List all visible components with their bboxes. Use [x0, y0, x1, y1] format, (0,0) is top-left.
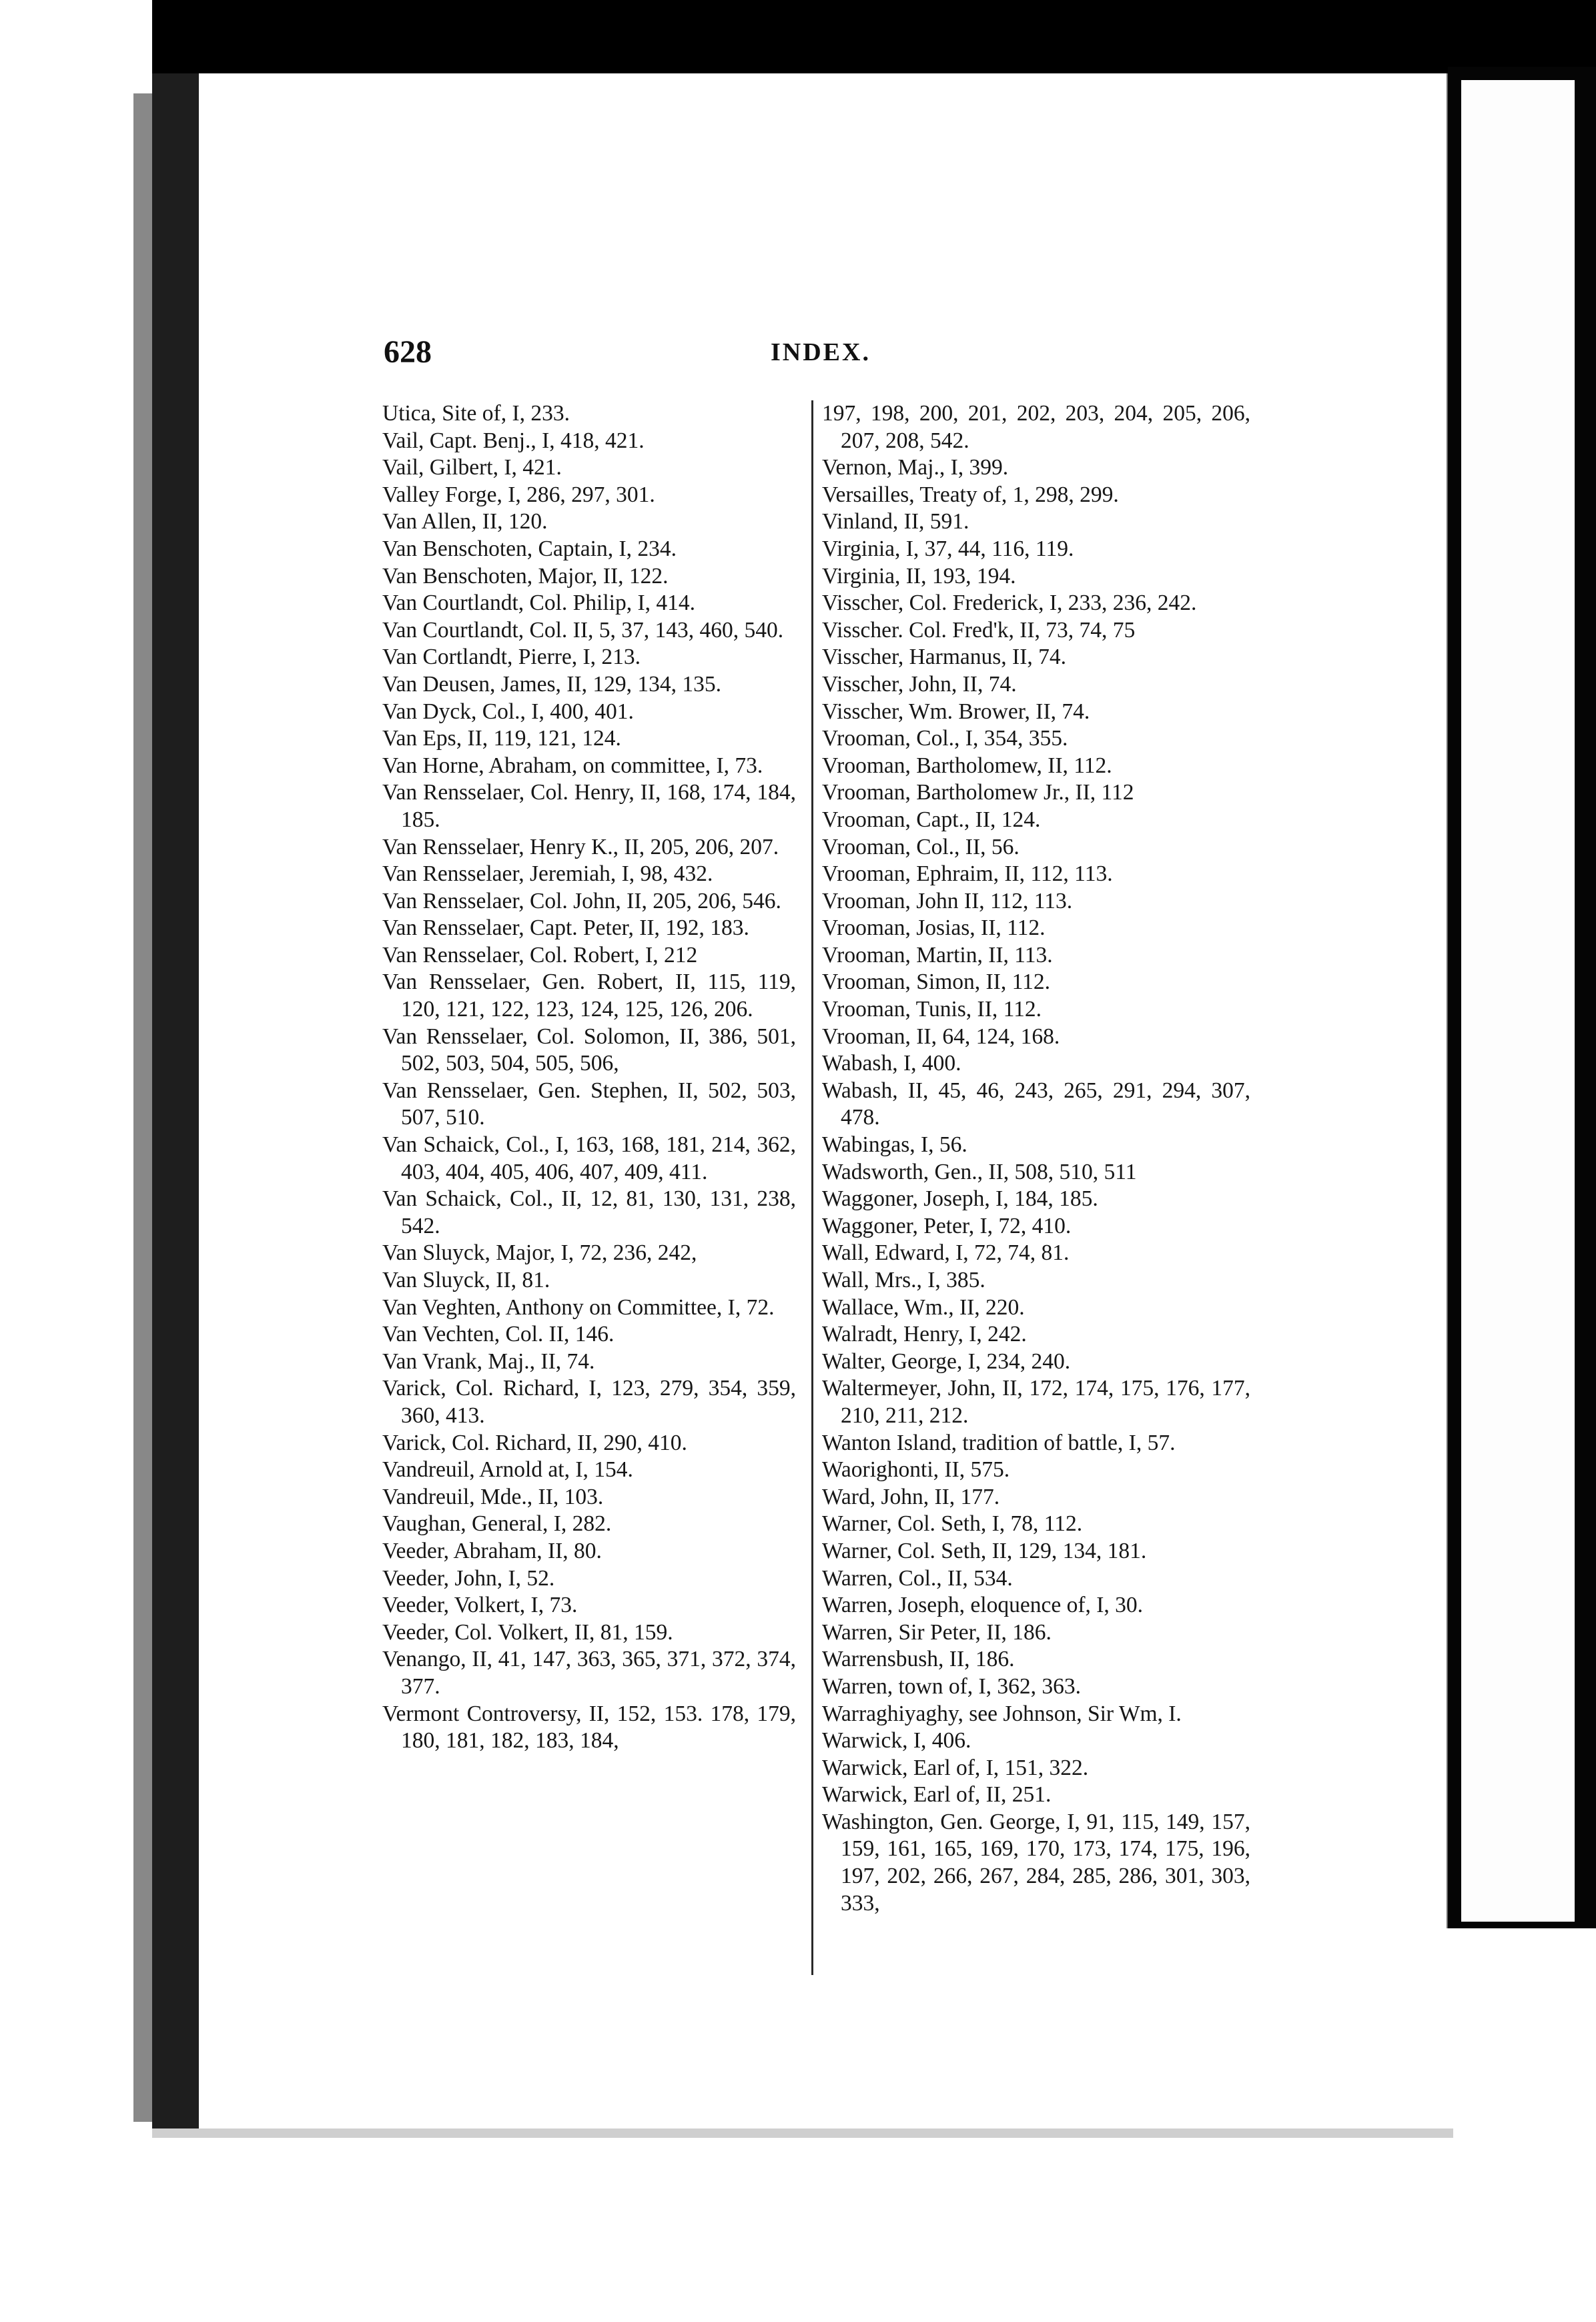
index-entry: Virginia, II, 193, 194.: [822, 563, 1016, 589]
facing-page-edge: [1461, 80, 1575, 1922]
index-entry: Van Rensselaer, Col. John, II, 205, 206, 546.: [382, 888, 781, 913]
index-entry: Van Rensselaer, Henry K., II, 205, 206, 207.: [382, 834, 779, 859]
index-entry: Vrooman, Martin, II, 113.: [822, 942, 1053, 967]
index-entry: Van Courtlandt, Col. Philip, I, 414.: [382, 591, 695, 616]
index-entry: Warren, Col., II, 534.: [822, 1565, 1013, 1591]
index-entry: Vrooman, Col., I, 354, 355.: [822, 726, 1068, 751]
index-entry: Warrensbush, II, 186.: [822, 1647, 1015, 1672]
index-entry: Visscher, Col. Frederick, I, 233, 236, 242.: [822, 591, 1197, 616]
index-entry: Van Deusen, James, II, 129, 134, 135.: [382, 671, 721, 697]
index-entry: Warren, Sir Peter, II, 186.: [822, 1619, 1052, 1645]
index-entry: Van Rensselaer, Gen. Stephen, II, 502, 503, 507, 510.: [382, 1078, 796, 1130]
index-entry: Van Benschoten, Captain, I, 234.: [382, 536, 677, 561]
index-entry: Walradt, Henry, I, 242.: [822, 1322, 1027, 1347]
index-entry: Van Cortlandt, Pierre, I, 213.: [382, 645, 641, 670]
scan-margin-left: [0, 0, 152, 2322]
index-entry: Van Horne, Abraham, on committee, I, 73.: [382, 753, 763, 778]
index-entry: Vinland, II, 591.: [822, 509, 969, 534]
index-entry: Vrooman, Capt., II, 124.: [822, 807, 1041, 832]
index-entry: Washington, Gen. George, I, 91, 115, 149, 157, 159, 161, 165, 169, 170, 173, 174, 175, 196, 197, 202, 266, 267, 284, 285, 286, 301, 303, 333,: [822, 1809, 1250, 1916]
index-entry: Wabingas, I, 56.: [822, 1132, 967, 1158]
index-entry: Van Rensselaer, Gen. Robert, II, 115, 119, 120, 121, 122, 123, 124, 125, 126, 206.: [382, 970, 796, 1022]
index-entry: Warner, Col. Seth, II, 129, 134, 181.: [822, 1538, 1147, 1563]
index-entry: Varick, Col. Richard, I, 123, 279, 354, 359, 360, 413.: [382, 1376, 796, 1428]
page-number: 628: [384, 334, 432, 370]
index-entry: Waggoner, Peter, I, 72, 410.: [822, 1213, 1072, 1238]
index-entry: Wadsworth, Gen., II, 508, 510, 511: [822, 1159, 1137, 1184]
index-entry: Utica, Site of, I, 233.: [382, 401, 570, 426]
index-entry: Vernon, Maj., I, 399.: [822, 455, 1009, 480]
index-entry: Vrooman, Ephraim, II, 112, 113.: [822, 861, 1113, 887]
running-head: INDEX.: [771, 338, 871, 366]
index-entry: Visscher, Wm. Brower, II, 74.: [822, 699, 1090, 724]
index-entry: 197, 198, 200, 201, 202, 203, 204, 205, 206, 207, 208, 542.: [822, 401, 1250, 453]
index-entry: Warwick, Earl of, I, 151, 322.: [822, 1755, 1089, 1780]
index-entry: Wanton Island, tradition of battle, I, 57.: [822, 1430, 1176, 1455]
index-entry: Veeder, Volkert, I, 73.: [382, 1593, 578, 1618]
index-entry: Warwick, I, 406.: [822, 1728, 971, 1754]
index-entry: Varick, Col. Richard, II, 290, 410.: [382, 1430, 687, 1455]
index-column-right: [822, 400, 1250, 1917]
index-entry: Van Vrank, Maj., II, 74.: [382, 1348, 595, 1374]
index-entry: Van Vechten, Col. II, 146.: [382, 1322, 615, 1347]
index-entry: Van Dyck, Col., I, 400, 401.: [382, 699, 634, 724]
index-entry: Visscher, John, II, 74.: [822, 671, 1017, 697]
page-bottom-shadow: [152, 2128, 1453, 2138]
index-entry: Visscher, Harmanus, II, 74.: [822, 645, 1066, 670]
index-entry: Vandreuil, Mde., II, 103.: [382, 1484, 604, 1509]
index-entry: Vrooman, Josias, II, 112.: [822, 915, 1046, 941]
index-entry: Vrooman, Tunis, II, 112.: [822, 997, 1042, 1022]
page-header: [384, 334, 1251, 374]
index-entry: Warren, Joseph, eloquence of, I, 30.: [822, 1593, 1144, 1618]
index-entry: Van Sluyck, II, 81.: [382, 1268, 550, 1292]
index-entry: Vrooman, Col., II, 56.: [822, 834, 1020, 859]
index-entry: Veeder, John, I, 52.: [382, 1565, 555, 1591]
index-entry: Warwick, Earl of, II, 251.: [822, 1782, 1052, 1808]
index-entry: Wabash, I, 400.: [822, 1051, 961, 1076]
index-entry: Veeder, Abraham, II, 80.: [382, 1538, 602, 1563]
index-entry: Van Rensselaer, Capt. Peter, II, 192, 183.: [382, 915, 749, 941]
index-entry: Vail, Capt. Benj., I, 418, 421.: [382, 428, 645, 453]
index-entry: Vrooman, Bartholomew, II, 112.: [822, 753, 1112, 778]
index-entry: Vrooman, Bartholomew Jr., II, 112: [822, 780, 1134, 805]
index-entry: Vrooman, Simon, II, 112.: [822, 970, 1050, 995]
index-entry: Van Schaick, Col., I, 163, 168, 181, 214, 362, 403, 404, 405, 406, 407, 409, 411.: [382, 1132, 796, 1184]
index-entry: Van Veghten, Anthony on Committee, I, 72.: [382, 1294, 775, 1320]
index-entry: Ward, John, II, 177.: [822, 1484, 1000, 1509]
index-entry: Vrooman, John II, 112, 113.: [822, 888, 1073, 913]
column-divider: [811, 400, 813, 1975]
index-entry: Van Eps, II, 119, 121, 124.: [382, 726, 621, 751]
index-entry: Veeder, Col. Volkert, II, 81, 159.: [382, 1619, 673, 1645]
index-entry: Warner, Col. Seth, I, 78, 112.: [822, 1511, 1083, 1537]
index-entry: Van Sluyck, Major, I, 72, 236, 242,: [382, 1240, 697, 1266]
index-entry: Van Benschoten, Major, II, 122.: [382, 563, 669, 589]
index-column-left: [382, 400, 796, 1755]
index-entry: Warraghiyaghy, see Johnson, Sir Wm, I.: [822, 1701, 1182, 1726]
index-entry: Vandreuil, Arnold at, I, 154.: [382, 1457, 633, 1483]
index-entry: Wall, Mrs., I, 385.: [822, 1268, 985, 1292]
index-entry: Van Rensselaer, Col. Henry, II, 168, 174, 184, 185.: [382, 780, 796, 832]
index-entry: Visscher. Col. Fred'k, II, 73, 74, 75: [822, 617, 1136, 643]
index-entry: Van Schaick, Col., II, 12, 81, 130, 131, 238, 542.: [382, 1186, 796, 1238]
index-entry: Vail, Gilbert, I, 421.: [382, 455, 562, 480]
index-entry: Van Allen, II, 120.: [382, 509, 548, 534]
book-spine: [152, 73, 199, 2128]
index-entry: Warren, town of, I, 362, 363.: [822, 1673, 1082, 1699]
index-entry: Valley Forge, I, 286, 297, 301.: [382, 482, 655, 507]
scan-border-top: [0, 0, 1596, 80]
index-entry: Venango, II, 41, 147, 363, 365, 371, 372, 374, 377.: [382, 1647, 796, 1699]
index-entry: Wallace, Wm., II, 220.: [822, 1294, 1025, 1320]
index-entry: Wall, Edward, I, 72, 74, 81.: [822, 1240, 1070, 1266]
index-entry: Waggoner, Joseph, I, 184, 185.: [822, 1186, 1098, 1212]
index-entry: Walter, George, I, 234, 240.: [822, 1348, 1071, 1374]
index-entry: Wabash, II, 45, 46, 243, 265, 291, 294, 307, 478.: [822, 1078, 1250, 1130]
index-entry: Waorighonti, II, 575.: [822, 1457, 1010, 1483]
index-entry: Vermont Controversy, II, 152, 153. 178, 179, 180, 181, 182, 183, 184,: [382, 1701, 796, 1754]
book-spine-edge: [133, 93, 152, 2122]
index-entry: Versailles, Treaty of, 1, 298, 299.: [822, 482, 1119, 507]
index-entry: Van Rensselaer, Jeremiah, I, 98, 432.: [382, 861, 713, 887]
index-entry: Waltermeyer, John, II, 172, 174, 175, 176, 177, 210, 211, 212.: [822, 1376, 1250, 1428]
index-entry: Van Rensselaer, Col. Solomon, II, 386, 501, 502, 503, 504, 505, 506,: [382, 1024, 796, 1076]
index-entry: Vrooman, II, 64, 124, 168.: [822, 1024, 1060, 1049]
index-entry: Van Courtlandt, Col. II, 5, 37, 143, 460, 540.: [382, 617, 784, 643]
index-entry: Virginia, I, 37, 44, 116, 119.: [822, 536, 1074, 561]
index-entry: Van Rensselaer, Col. Robert, I, 212: [382, 942, 698, 967]
index-entry: Vaughan, General, I, 282.: [382, 1511, 612, 1537]
